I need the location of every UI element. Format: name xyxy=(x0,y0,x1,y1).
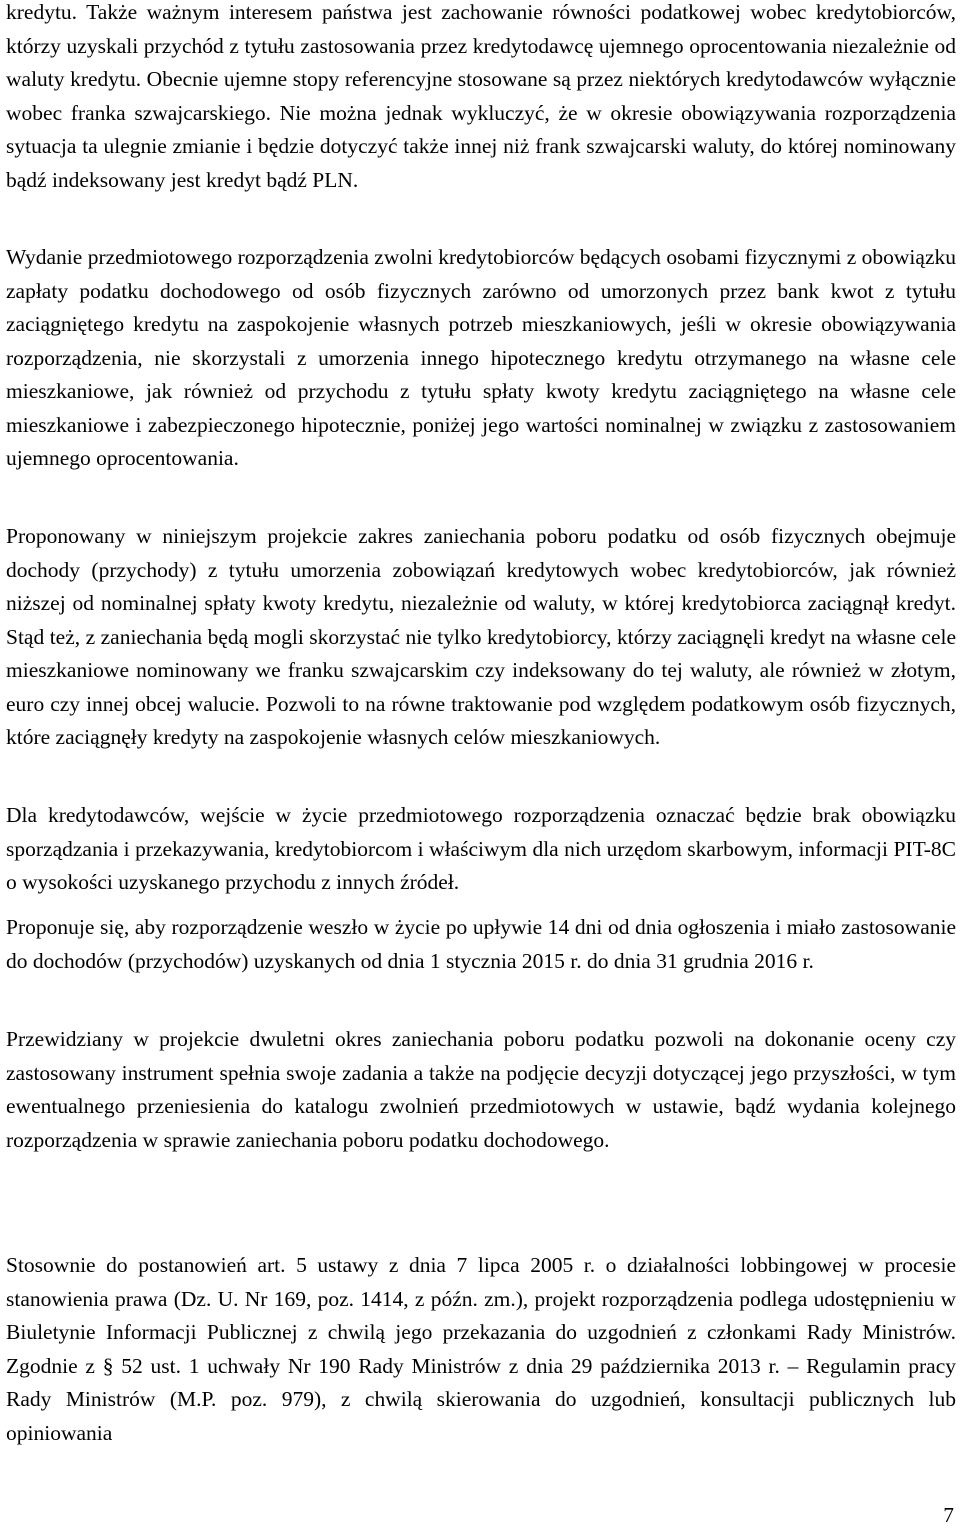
page-number: 7 xyxy=(943,1503,954,1527)
paragraph-equal-treatment: kredytu. Także ważnym interesem państwa jest zachowanie równości podatkowej wobec kredytobiorców, którzy uzyskali przychód z tytułu zastosowania przez kredytodawcę ujemnego oprocentowania niezależnie od waluty kredytu. Obecnie ujemne stopy referencyjne stosowane są przez niektórych kredytodawców wyłącznie wobec franka szwajcarskiego. Nie można jednak wykluczyć, że w okresie obowiązywania rozporządzenia sytuacja ta ulegnie zmianie i będzie dotyczyć także innej niż frank szwajcarski waluty, do której nominowany bądź indeksowany jest kredyt bądź PLN. xyxy=(6,0,956,192)
paragraph-exemption-scope: Wydanie przedmiotowego rozporządzenia zwolni kredytobiorców będących osobami fizycznymi z obowiązku zapłaty podatku dochodowego od osób fizycznych zarówno od umorzonych przez bank kwot z tytułu zaciągniętego kredytu na zaspokojenie własnych potrzeb mieszkaniowych, jeśli w okresie obowiązywania rozporządzenia, nie skorzystali z umorzenia innego hipotecznego kredytu otrzymanego na własne cele mieszkaniowe, jak również od przychodu z tytułu spłaty kwoty kredytu zaciągniętego na własne cele mieszkaniowe i zabezpieczonego hipotecznie, poniżej jego wartości nominalnej w związku z zastosowaniem ujemnego oprocentowania. xyxy=(6,245,956,470)
paragraph-two-year-period: Przewidziany w projekcie dwuletni okres zaniechania poboru podatku pozwoli na dokonanie oceny czy zastosowany instrument spełnia swoje zadania a także na podjęcie decyzji dotyczącej jego przyszłości, w tym ewentualnego przeniesienia do katalogu zwolnień przedmiotowych w ustawie, bądź wydania kolejnego rozporządzenia w sprawie zaniechania poboru podatku dochodowego. xyxy=(6,1027,956,1152)
paragraph-lobbying-act: Stosownie do postanowień art. 5 ustawy z dnia 7 lipca 2005 r. o działalności lobbingowej w procesie stanowienia prawa (Dz. U. Nr 169, poz. 1414, z późn. zm.), projekt rozporządzenia podlega udostępnieniu w Biuletynie Informacji Publicznej z chwilą jego przekazania do uzgodnień z członkami Rady Ministrów. Zgodnie z § 52 ust. 1 uchwały Nr 190 Rady Ministrów z dnia 29 października 2013 r. – Regulamin pracy Rady Ministrów (M.P. poz. 979), z chwilą skierowania do uzgodnień, konsultacji publicznych lub opiniowania xyxy=(6,1253,956,1445)
paragraph-proposed-range: Proponowany w niniejszym projekcie zakres zaniechania poboru podatku od osób fizycznych obejmuje dochody (przychody) z tytułu umorzenia zobowiązań kredytowych wobec kredytobiorców, jak również niższej od nominalnej spłaty kwoty kredytu, niezależnie od waluty, w której kredytobiorca zaciągnął kredyt. Stąd też, z zaniechania będą mogli skorzystać nie tylko kredytobiorcy, którzy zaciągnęli kredyt na własne cele mieszkaniowe nominowany we franku szwajcarskim czy indeksowany do tej waluty, ale również w złotym, euro czy innej obcej walucie. Pozwoli to na równe traktowanie pod względem podatkowym osób fizycznych, które zaciągnęły kredyty na zaspokojenie własnych celów mieszkaniowych. xyxy=(6,524,956,749)
paragraph-entry-into-force: Proponuje się, aby rozporządzenie weszło w życie po upływie 14 dni od dnia ogłoszenia i miało zastosowanie do dochodów (przychodów) uzyskanych od dnia 1 stycznia 2015 r. do dnia 31 grudnia 2016 r. xyxy=(6,915,956,973)
paragraph-lenders-obligations: Dla kredytodawców, wejście w życie przedmiotowego rozporządzenia oznaczać będzie brak obowiązku sporządzania i przekazywania, kredytobiorcom i właściwym dla nich urzędom skarbowym, informacji PIT-8C o wysokości uzyskanego przychodu z innych źródeł. xyxy=(6,803,956,894)
